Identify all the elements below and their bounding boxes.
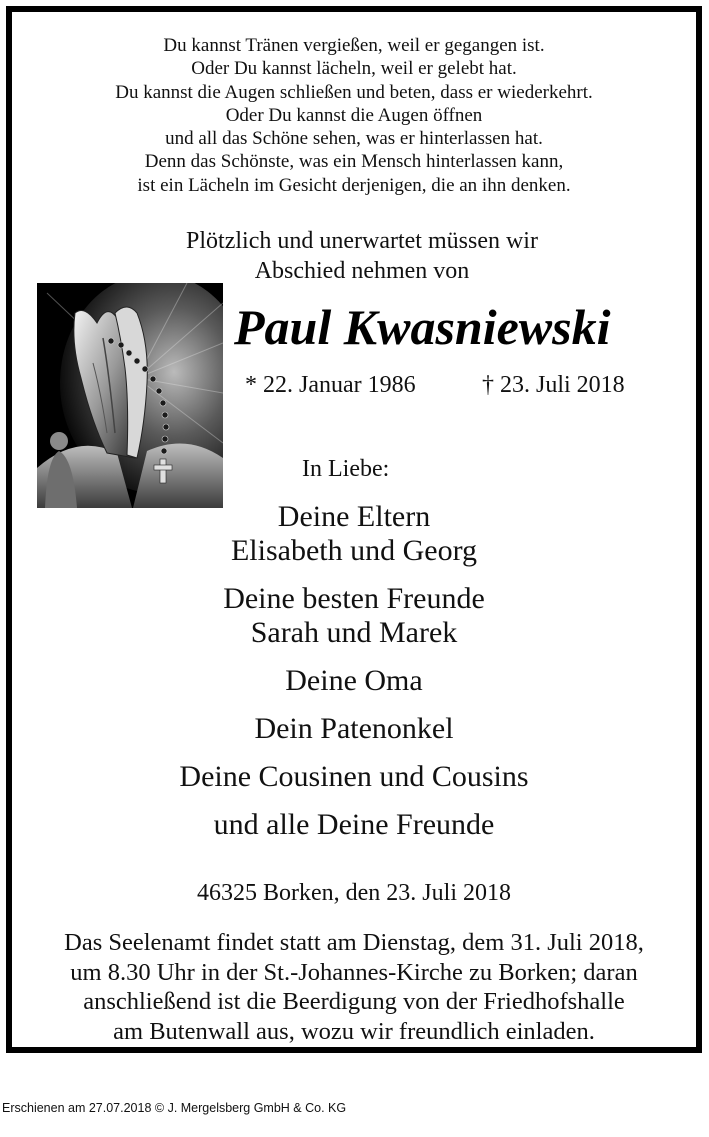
poem-line: Du kannst Tränen vergießen, weil er gegangen ist. <box>163 35 545 56</box>
poem-line: ist ein Lächeln im Gesicht derjenigen, die an ihn denken. <box>137 174 571 196</box>
mourner-line: Deine Oma <box>285 664 423 697</box>
in-love-label: In Liebe: <box>302 456 390 482</box>
mourner-line: Elisabeth und Georg <box>230 534 478 567</box>
service-line: um 8.30 Uhr in der St.-Johannes-Kirche zu Borken; daran <box>70 958 638 986</box>
intro-text <box>162 226 562 286</box>
service-info <box>12 928 696 1046</box>
mourner-line: Deine Cousinen und Cousins <box>179 760 529 793</box>
mourner-group-all-friends <box>12 808 696 842</box>
place-and-date: 46325 Borken, den 23. Juli 2018 <box>197 880 511 906</box>
death-date: † 23. Juli 2018 <box>482 372 625 398</box>
praying-hands-rosary-image <box>37 283 223 508</box>
mourner-group-cousins <box>12 760 696 794</box>
poem-line: Oder Du kannst lächeln, weil er gelebt hat. <box>191 58 517 80</box>
service-line: Das Seelenamt findet statt am Dienstag, dem 31. Juli 2018, <box>64 929 644 956</box>
praying-hands-icon <box>37 283 223 508</box>
poem-line: Denn das Schönste, was ein Mensch hinterlassen kann, <box>144 151 564 173</box>
poem <box>12 34 696 197</box>
mourner-line: Dein Patenonkel <box>254 712 454 745</box>
service-line: anschließend ist die Beerdigung von der Friedhofshalle <box>83 988 625 1015</box>
deceased-name: Paul Kwasniewski <box>234 299 611 355</box>
mourner-line: Deine Eltern <box>277 500 431 533</box>
poem-line: Du kannst die Augen schließen und beten, dass er wiederkehrt. <box>115 81 593 103</box>
mourner-line: Deine besten Freunde <box>223 582 485 615</box>
mourner-group-friends <box>12 582 696 650</box>
poem-line: und all das Schöne sehen, was er hinterlassen hat. <box>165 128 543 150</box>
poem-line: Oder Du kannst die Augen öffnen <box>225 104 483 126</box>
publication-footer: Erschienen am 27.07.2018 © J. Mergelsberg GmbH & Co. KG <box>2 1101 347 1115</box>
obituary-card <box>6 6 702 1053</box>
intro-line: Plötzlich und unerwartet müssen wir <box>186 228 538 254</box>
mourner-group-grandma <box>12 664 696 698</box>
mourner-line: Sarah und Marek <box>250 616 458 649</box>
intro-line: Abschied nehmen von <box>254 258 470 284</box>
service-line: am Butenwall aus, wozu wir freundlich einladen. <box>113 1017 595 1045</box>
mourner-group-godfather <box>12 712 696 746</box>
mourner-list <box>12 500 696 856</box>
mourner-line: und alle Deine Freunde <box>213 808 495 841</box>
mourner-group-parents <box>12 500 696 568</box>
birth-date: * 22. Januar 1986 <box>245 372 416 398</box>
